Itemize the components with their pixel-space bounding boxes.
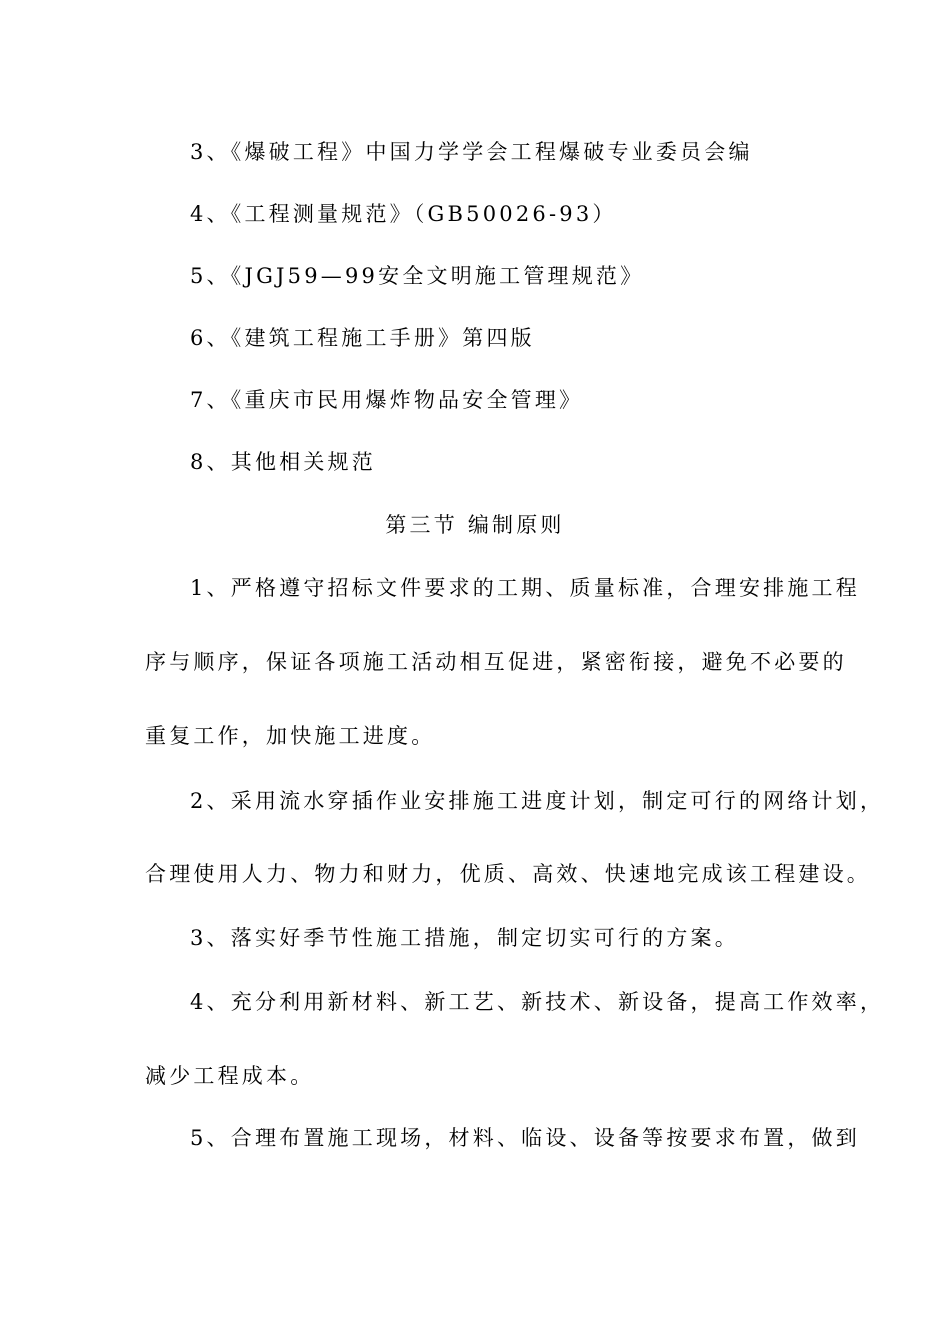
principle-1-line-2: 序与顺序，保证各项施工活动相互促进，紧密衔接，避免不必要的 [145, 650, 847, 674]
reference-item-4: 4、《工程测量规范》（GB50026-93） [190, 202, 617, 226]
reference-item-7: 7、《重庆市民用爆炸物品安全管理》 [190, 388, 584, 412]
section-title: 第三节 编制原则 [385, 513, 565, 537]
principle-1-line-3: 重复工作，加快施工进度。 [145, 724, 436, 748]
reference-item-3: 3、《爆破工程》中国力学学会工程爆破专业委员会编 [190, 140, 753, 164]
principle-3-line-1: 3、落实好季节性施工措施，制定切实可行的方案。 [190, 926, 739, 950]
principle-5-line-1: 5、合理布置施工现场，材料、临设、设备等按要求布置，做到 [190, 1126, 860, 1150]
principle-1-line-1: 1、严格遵守招标文件要求的工期、质量标准，合理安排施工程 [190, 576, 860, 600]
principle-4-line-1: 4、充分利用新材料、新工艺、新技术、新设备，提高工作效率， [190, 990, 885, 1014]
reference-item-6: 6、《建筑工程施工手册》第四版 [190, 326, 535, 350]
principle-2-line-1: 2、采用流水穿插作业安排施工进度计划，制定可行的网络计划， [190, 789, 885, 813]
principle-2-line-2: 合理使用人力、物力和财力，优质、高效、快速地完成该工程建设。 [145, 862, 871, 886]
principle-4-line-2: 减少工程成本。 [145, 1064, 315, 1088]
reference-item-5: 5、《JGJ59—99安全文明施工管理规范》 [190, 264, 645, 288]
reference-item-8: 8、其他相关规范 [190, 450, 376, 474]
